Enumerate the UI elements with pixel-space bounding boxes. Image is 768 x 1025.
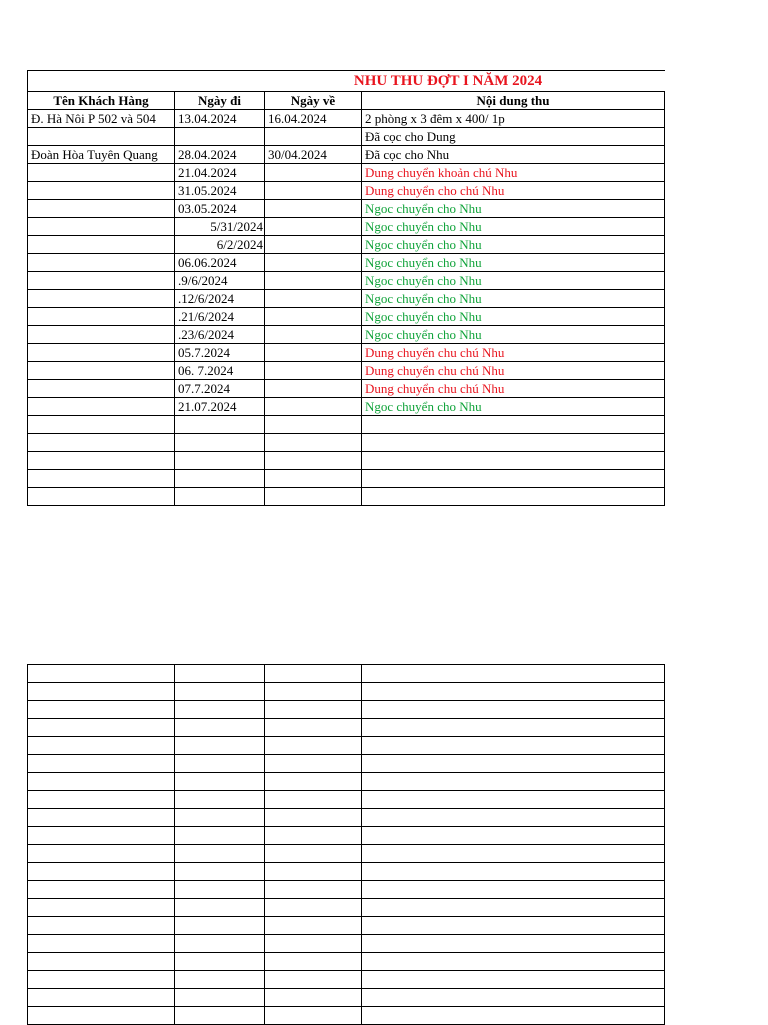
date-out-cell: .12/6/2024 xyxy=(175,290,265,308)
empty-cell xyxy=(175,755,265,773)
content-cell: Dung chuyển chu chú Nhu xyxy=(362,380,665,398)
empty-cell xyxy=(28,683,175,701)
empty-cell xyxy=(362,809,665,827)
empty-cell xyxy=(28,809,175,827)
empty-cell xyxy=(175,773,265,791)
empty-cell xyxy=(362,719,665,737)
empty-cell xyxy=(362,1007,665,1025)
empty-cell xyxy=(265,683,362,701)
date-out-cell: 21.04.2024 xyxy=(175,164,265,182)
empty-cell xyxy=(175,434,265,452)
empty-cell xyxy=(175,416,265,434)
empty-cell xyxy=(362,773,665,791)
empty-row xyxy=(28,953,665,971)
date-back-cell xyxy=(265,326,362,344)
empty-cell xyxy=(362,470,665,488)
customer-cell xyxy=(28,182,175,200)
date-out-cell: 31.05.2024 xyxy=(175,182,265,200)
content-cell: Đã cọc cho Nhu xyxy=(362,146,665,164)
table-row xyxy=(28,218,665,236)
empty-cell xyxy=(265,827,362,845)
empty-cell xyxy=(362,899,665,917)
empty-cell xyxy=(362,701,665,719)
title-spacer xyxy=(28,71,175,92)
content-cell: Ngoc chuyển cho Nhu xyxy=(362,236,665,254)
revenue-table xyxy=(27,70,665,506)
table-row xyxy=(28,236,665,254)
empty-cell xyxy=(362,863,665,881)
content-cell: Dung chuyển chu chú Nhu xyxy=(362,344,665,362)
empty-row xyxy=(28,470,665,488)
empty-row xyxy=(28,755,665,773)
empty-cell xyxy=(28,881,175,899)
empty-cell xyxy=(28,701,175,719)
empty-row xyxy=(28,845,665,863)
empty-cell xyxy=(28,827,175,845)
empty-cell xyxy=(265,989,362,1007)
table-title: NHU THU ĐỢT I NĂM 2024 xyxy=(175,71,665,92)
empty-cell xyxy=(28,935,175,953)
empty-cell xyxy=(175,737,265,755)
empty-cell xyxy=(362,881,665,899)
empty-cell xyxy=(265,845,362,863)
empty-cell xyxy=(28,953,175,971)
empty-row xyxy=(28,452,665,470)
customer-cell xyxy=(28,200,175,218)
table-row xyxy=(28,362,665,380)
table-row xyxy=(28,128,665,146)
empty-cell xyxy=(175,953,265,971)
empty-cell xyxy=(362,683,665,701)
empty-cell xyxy=(265,470,362,488)
empty-cell xyxy=(265,881,362,899)
empty-cell xyxy=(265,452,362,470)
header-row xyxy=(28,92,665,110)
empty-cell xyxy=(362,755,665,773)
empty-cell xyxy=(265,863,362,881)
content-cell: Ngoc chuyển cho Nhu xyxy=(362,254,665,272)
empty-cell xyxy=(362,434,665,452)
date-out-cell: 28.04.2024 xyxy=(175,146,265,164)
date-out-cell: 06.06.2024 xyxy=(175,254,265,272)
empty-row xyxy=(28,899,665,917)
date-out-cell xyxy=(175,128,265,146)
customer-cell xyxy=(28,290,175,308)
empty-row xyxy=(28,935,665,953)
date-back-cell xyxy=(265,272,362,290)
content-cell: 2 phòng x 3 đêm x 400/ 1p xyxy=(362,110,665,128)
empty-cell xyxy=(175,863,265,881)
empty-cell xyxy=(28,452,175,470)
table-row xyxy=(28,146,665,164)
empty-cell xyxy=(175,791,265,809)
empty-cell xyxy=(28,971,175,989)
date-back-cell xyxy=(265,308,362,326)
empty-cell xyxy=(265,737,362,755)
empty-row xyxy=(28,1007,665,1025)
empty-cell xyxy=(362,971,665,989)
empty-cell xyxy=(175,665,265,683)
date-back-cell xyxy=(265,182,362,200)
date-out-cell: 07.7.2024 xyxy=(175,380,265,398)
empty-cell xyxy=(175,935,265,953)
table-row xyxy=(28,164,665,182)
empty-cell xyxy=(28,737,175,755)
empty-cell xyxy=(265,434,362,452)
content-cell: Ngoc chuyển cho Nhu xyxy=(362,218,665,236)
empty-cell xyxy=(362,665,665,683)
empty-cell xyxy=(175,452,265,470)
date-back-cell xyxy=(265,362,362,380)
date-back-cell xyxy=(265,290,362,308)
empty-cell xyxy=(175,701,265,719)
empty-cell xyxy=(362,737,665,755)
empty-cell xyxy=(175,719,265,737)
customer-cell xyxy=(28,344,175,362)
empty-cell xyxy=(362,989,665,1007)
empty-row xyxy=(28,434,665,452)
empty-cell xyxy=(265,488,362,506)
content-cell: Ngoc chuyển cho Nhu xyxy=(362,326,665,344)
date-back-cell xyxy=(265,164,362,182)
date-back-cell: 16.04.2024 xyxy=(265,110,362,128)
empty-row xyxy=(28,881,665,899)
date-out-cell: .23/6/2024 xyxy=(175,326,265,344)
empty-cell xyxy=(175,917,265,935)
empty-cell xyxy=(175,1007,265,1025)
empty-cell xyxy=(28,899,175,917)
empty-cell xyxy=(28,719,175,737)
empty-cell xyxy=(362,416,665,434)
customer-cell xyxy=(28,326,175,344)
table-row xyxy=(28,308,665,326)
empty-cell xyxy=(265,953,362,971)
customer-cell xyxy=(28,398,175,416)
customer-cell xyxy=(28,272,175,290)
content-cell: Ngoc chuyển cho Nhu xyxy=(362,290,665,308)
empty-cell xyxy=(265,719,362,737)
empty-cell xyxy=(175,989,265,1007)
table-row xyxy=(28,110,665,128)
customer-cell xyxy=(28,254,175,272)
table-row xyxy=(28,344,665,362)
empty-row xyxy=(28,827,665,845)
date-out-cell: 21.07.2024 xyxy=(175,398,265,416)
empty-cell xyxy=(28,863,175,881)
empty-cell xyxy=(362,845,665,863)
table-row xyxy=(28,200,665,218)
customer-cell xyxy=(28,218,175,236)
date-back-cell xyxy=(265,254,362,272)
empty-cell xyxy=(362,827,665,845)
table-row xyxy=(28,182,665,200)
content-cell: Dung chuyển khoản chú Nhu xyxy=(362,164,665,182)
empty-row xyxy=(28,683,665,701)
empty-cell xyxy=(362,953,665,971)
date-back-cell: 30/04.2024 xyxy=(265,146,362,164)
content-cell: Ngoc chuyển cho Nhu xyxy=(362,272,665,290)
table-row xyxy=(28,398,665,416)
date-back-cell xyxy=(265,344,362,362)
date-back-cell xyxy=(265,236,362,254)
customer-cell xyxy=(28,380,175,398)
empty-cell xyxy=(175,809,265,827)
empty-cell xyxy=(175,881,265,899)
empty-cell xyxy=(265,665,362,683)
empty-row xyxy=(28,917,665,935)
empty-cell xyxy=(28,434,175,452)
table-row xyxy=(28,254,665,272)
date-back-cell xyxy=(265,128,362,146)
empty-cell xyxy=(28,989,175,1007)
content-cell: Ngoc chuyển cho Nhu xyxy=(362,398,665,416)
empty-cell xyxy=(175,683,265,701)
date-out-cell: 6/2/2024 xyxy=(175,236,265,254)
date-out-cell: 03.05.2024 xyxy=(175,200,265,218)
content-cell: Ngoc chuyển cho Nhu xyxy=(362,308,665,326)
date-back-cell xyxy=(265,218,362,236)
empty-row xyxy=(28,701,665,719)
empty-cell xyxy=(28,773,175,791)
empty-cell xyxy=(265,773,362,791)
content-cell: Ngoc chuyển cho Nhu xyxy=(362,200,665,218)
empty-cell xyxy=(362,935,665,953)
date-out-cell: 13.04.2024 xyxy=(175,110,265,128)
empty-row xyxy=(28,665,665,683)
header-date-out: Ngày đi xyxy=(175,92,265,110)
content-cell: Dung chuyển chu chú Nhu xyxy=(362,362,665,380)
empty-cell xyxy=(28,416,175,434)
header-customer: Tên Khách Hàng xyxy=(28,92,175,110)
header-date-back: Ngày về xyxy=(265,92,362,110)
empty-cell xyxy=(265,416,362,434)
table-row xyxy=(28,326,665,344)
customer-cell xyxy=(28,164,175,182)
customer-cell xyxy=(28,236,175,254)
customer-cell: Đoàn Hòa Tuyên Quang xyxy=(28,146,175,164)
empty-cell xyxy=(28,791,175,809)
empty-row xyxy=(28,719,665,737)
empty-row xyxy=(28,737,665,755)
content-cell: Dung chuyển cho chú Nhu xyxy=(362,182,665,200)
empty-row xyxy=(28,791,665,809)
empty-cell xyxy=(362,917,665,935)
header-content: Nội dung thu xyxy=(362,92,665,110)
empty-cell xyxy=(175,827,265,845)
empty-cell xyxy=(28,470,175,488)
customer-cell xyxy=(28,362,175,380)
empty-cell xyxy=(175,899,265,917)
empty-cell xyxy=(265,917,362,935)
empty-row xyxy=(28,863,665,881)
customer-cell xyxy=(28,308,175,326)
empty-cell xyxy=(175,488,265,506)
table-row xyxy=(28,272,665,290)
empty-cell xyxy=(265,1007,362,1025)
content-cell: Đã cọc cho Dung xyxy=(362,128,665,146)
empty-cell xyxy=(28,1007,175,1025)
empty-row xyxy=(28,773,665,791)
date-out-cell: 5/31/2024 xyxy=(175,218,265,236)
empty-row xyxy=(28,971,665,989)
empty-cell xyxy=(175,971,265,989)
empty-cell xyxy=(28,488,175,506)
table-row xyxy=(28,380,665,398)
empty-cell xyxy=(265,701,362,719)
empty-row xyxy=(28,809,665,827)
date-out-cell: 05.7.2024 xyxy=(175,344,265,362)
empty-cell xyxy=(265,971,362,989)
empty-cell xyxy=(28,917,175,935)
empty-cell xyxy=(175,470,265,488)
title-row xyxy=(28,71,665,92)
empty-cell xyxy=(265,791,362,809)
empty-cell xyxy=(265,935,362,953)
date-back-cell xyxy=(265,380,362,398)
empty-row xyxy=(28,989,665,1007)
empty-cell xyxy=(28,845,175,863)
empty-cell xyxy=(265,899,362,917)
date-out-cell: .9/6/2024 xyxy=(175,272,265,290)
table-row xyxy=(28,290,665,308)
empty-cell xyxy=(175,845,265,863)
empty-cell xyxy=(362,488,665,506)
empty-row xyxy=(28,416,665,434)
empty-cell xyxy=(362,791,665,809)
empty-cell xyxy=(265,755,362,773)
date-out-cell: .21/6/2024 xyxy=(175,308,265,326)
date-back-cell xyxy=(265,200,362,218)
empty-cell xyxy=(265,809,362,827)
customer-cell xyxy=(28,128,175,146)
date-back-cell xyxy=(265,398,362,416)
empty-table xyxy=(27,664,665,1025)
empty-row xyxy=(28,488,665,506)
empty-cell xyxy=(362,452,665,470)
empty-cell xyxy=(28,755,175,773)
empty-cell xyxy=(28,665,175,683)
customer-cell: Đ. Hà Nôi P 502 và 504 xyxy=(28,110,175,128)
date-out-cell: 06. 7.2024 xyxy=(175,362,265,380)
